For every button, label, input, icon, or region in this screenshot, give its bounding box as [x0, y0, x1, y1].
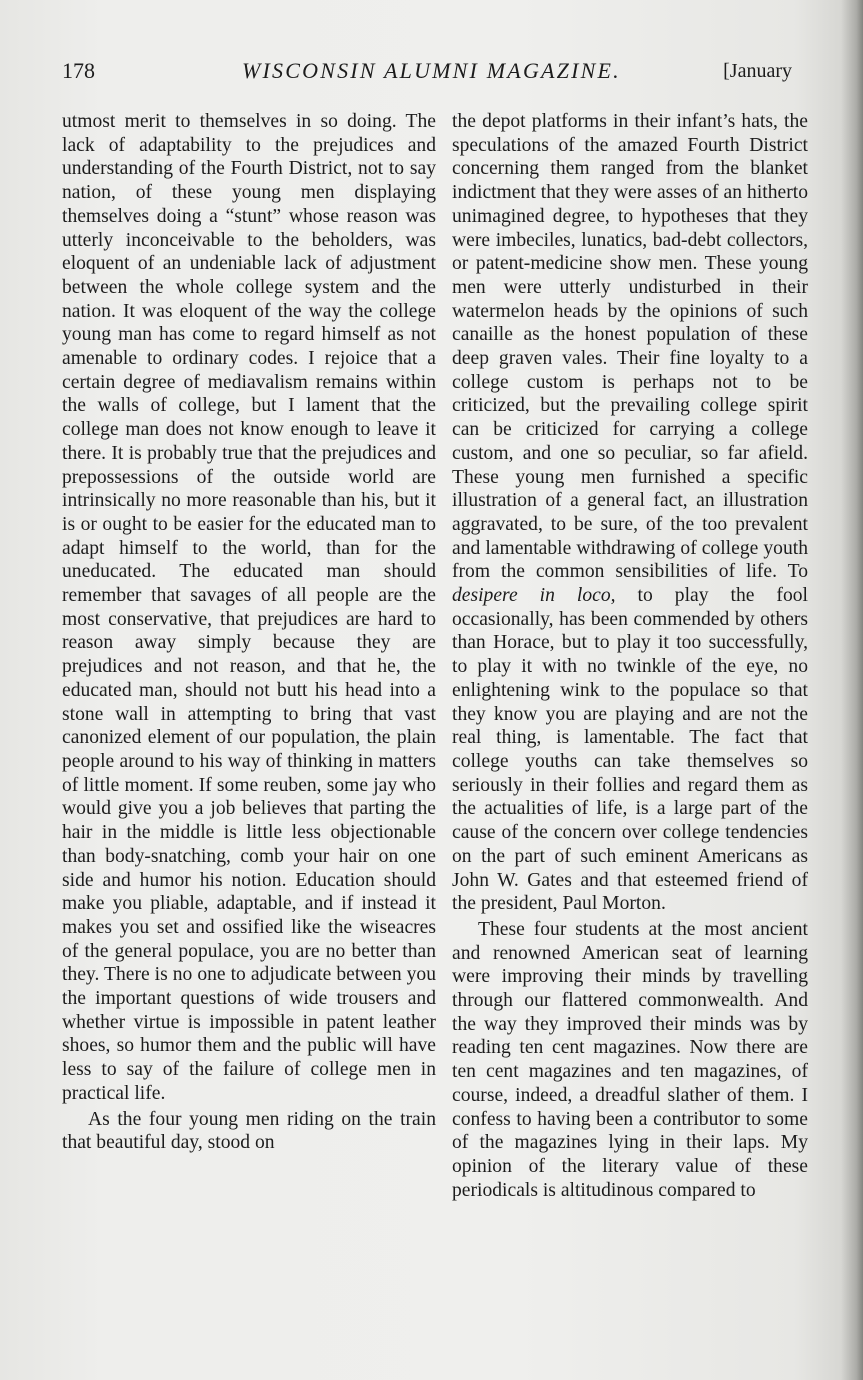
- right-paragraph-1: [452, 110, 808, 916]
- left-paragraph-1: utmost merit to themselves in so doing. The lack of adaptability to the prejudices and understanding of the Fourth District, not to say nation, of these young men displaying themselves doing a “stunt” whose reason was utterly inconceivable to the beholders, was eloquent of an undeniable lack of adjustment between the whole college system and the nation. It was eloquent of the way the college young man has come to regard himself as not amenable to ordinary codes. I rejoice that a certain degree of mediavalism remains within the walls of college, but I lament that the college man does not know enough to leave it there. It is probably true that the prejudices and prepossessions of the outside world are intrinsically no more reasonable than his, but it is or ought to be easier for the educated man to adapt himself to the world, than for the uneducated. The educated man should remember that savages of all people are the most conservative, that prejudices are hard to reason away simply because they are prejudices and not reason, and that he, the educated man, should not butt his head into a stone wall in attempting to bring that vast canonized element of our population, the plain people around to his way of thinking in matters of little moment. If some reuben, some jay who would give you a job believes that parting the hair in the middle is little less objectionable than body-snatching, comb your hair on one side and humor his notion. Education should make you pliable, adaptable, and if instead it makes you set and ossified like the wiseacres of the general populace, you are no better than they. There is no one to adjudicate between you the important questions of wide trousers and whether virtue is impossible in patent leather shoes, so humor them and the public will have less to say of the failure of college men in practical life.: [62, 111, 436, 1104]
- right-column: [452, 110, 808, 1202]
- magazine-title: WISCONSIN ALUMNI MAGAZINE.: [242, 58, 621, 83]
- right-paragraph-2: These four students at the most ancient and renowned American seat of learning were improving their minds by travelling through our flattered commonwealth. And the way they improved their minds was by reading ten cent magazines. Now there are ten cent magazines and ten magazines, of course, indeed, a dreadful slather of them. I confess to having been a contributor to some of the magazines lying in their laps. My opinion of the literary value of these periodicals is altitudinous compared to: [452, 918, 808, 1201]
- page-number: 178: [62, 58, 95, 83]
- issue-month: [January: [723, 60, 792, 82]
- left-paragraph-2: As the four young men riding on the train that beautiful day, stood on: [62, 1108, 436, 1154]
- left-column: [62, 110, 436, 1155]
- latin-phrase: desipere in loco,: [452, 585, 616, 607]
- page-gutter-shadow: [841, 0, 863, 1380]
- right-paragraph-1-tail: to play the fool occasionally, has been commended by others than Horace, but to play it too successfully, to play it with no twinkle of the eye, no enlightening wink to the populace so that they know you are playing and are not the real thing, is lamentable. The fact that college youths can take themselves so seriously in their follies and regard them as the actualities of life, is a large part of the cause of the concern over college tendencies on the part of such eminent Americans as John W. Gates and that esteemed friend of the president, Paul Morton.: [452, 585, 808, 915]
- right-paragraph-1-lead: the depot platforms in their infant’s hats, the speculations of the amazed Fourth District concerning them ranged from the blanket indictment that they were asses of an hitherto unimagined degree, to hypotheses that they were imbeciles, lunatics, bad-debt collectors, or patent-medicine show men. These young men were utterly undisturbed in their watermelon heads by the opinions of such canaille as the honest population of these deep graven vales. Their fine loyalty to a college custom is perhaps not to be criticized, but the prevailing college spirit can be criticized for carrying a college custom, and one so peculiar, so far afield. These young men furnished a specific illustration of a general fact, an illustration aggravated, to be sure, of the too prevalent and lamentable withdrawing of college youth from the common sensibilities of life. To: [452, 111, 808, 583]
- running-header: [62, 58, 792, 92]
